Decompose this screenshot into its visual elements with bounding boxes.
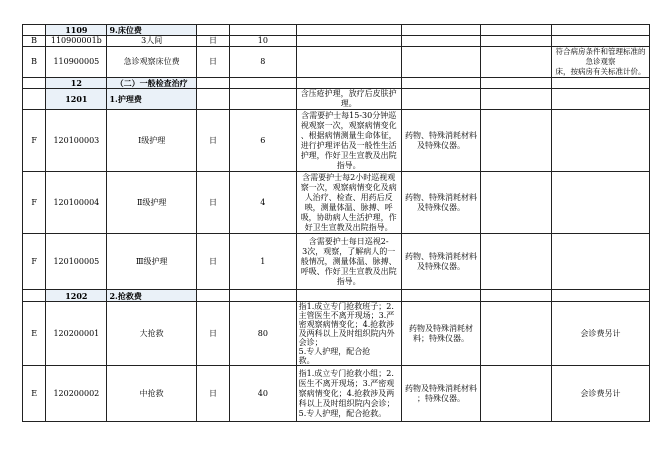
- except-cell: 药物、特殊消耗材料 及特殊仪器。: [401, 172, 481, 234]
- cat-cell: F: [23, 234, 46, 290]
- content-cell: 含需要护士每2小时巡视观 察一次，观察病情变化及病 人治疗、检查、用药后反 映，测量体温、脉搏、呼 吸，协助病人生活护理，作 好卫生宣教及出院指导。: [296, 172, 401, 234]
- table-row: [23, 47, 650, 78]
- price-cell: 80: [230, 302, 297, 366]
- content-cell: 含压疮护理，放疗后皮肤护 理。: [296, 89, 401, 110]
- table-row: [23, 78, 650, 89]
- content-cell: 含需要护士每15-30分钟巡 视观察一次，观察病情变化 、根据病情测量生命体征， 进行护理评估及一般性生活 护理，作好卫生宣教及出院 指导。: [296, 110, 401, 172]
- unit-cell: 日: [196, 302, 229, 366]
- code-cell: 1202: [46, 290, 107, 302]
- code-cell: 12: [46, 78, 107, 89]
- table-row: [23, 89, 650, 110]
- except-cell: 药物及特殊消耗材 料；特殊仪器。: [401, 302, 481, 366]
- fee-table: [22, 24, 650, 422]
- name-cell: 3人间: [107, 36, 196, 47]
- code-cell: 110900005: [46, 47, 107, 78]
- price-cell: 10: [230, 36, 297, 47]
- except-cell: 药物、特殊消耗材料 及特殊仪器。: [401, 110, 481, 172]
- name-cell: Ⅱ级护理: [107, 172, 196, 234]
- note-cell: [552, 172, 650, 234]
- price-cell: 6: [230, 110, 297, 172]
- content-cell: [296, 36, 401, 47]
- price-cell: 4: [230, 172, 297, 234]
- section-title: （二）一般检查治疗: [107, 78, 196, 89]
- unit-cell: 日: [196, 36, 229, 47]
- name-cell: 中抢救: [107, 366, 196, 422]
- except-cell: 药物及特殊消耗材料 ；特殊仪器。: [401, 366, 481, 422]
- name-cell: Ⅰ级护理: [107, 110, 196, 172]
- name-cell: 1.护理费: [107, 89, 196, 110]
- table-row: [23, 290, 650, 302]
- name-cell: 急诊观察床位费: [107, 47, 196, 78]
- cat-cell: F: [23, 172, 46, 234]
- table-row: [23, 302, 650, 366]
- unit-cell: 日: [196, 110, 229, 172]
- code-cell: 1201: [46, 89, 107, 110]
- content-cell: 指1.成立专门抢救班子；2. 主管医生不离开现场；3.严 密观察病情变化；4.抢救涉 及两科以上及时组织院内外 会诊； 5.专人护理，配合抢 救。: [296, 302, 401, 366]
- except-cell: 药物、特殊消耗材料 及特殊仪器。: [401, 234, 481, 290]
- price-cell: 40: [230, 366, 297, 422]
- note-cell: [552, 36, 650, 47]
- table-row: [23, 234, 650, 290]
- table-row: [23, 366, 650, 422]
- price-cell: 1: [230, 234, 297, 290]
- cat-cell: F: [23, 110, 46, 172]
- code-cell: 120200002: [46, 366, 107, 422]
- cat-cell: B: [23, 36, 46, 47]
- note-cell: [552, 234, 650, 290]
- content-cell: 指1.成立专门抢救小组；2. 医生不离开现场；3.严密观 察病情变化；4.抢救涉及两 科以上及时组织院内会诊； 5.专人护理，配合抢救。: [296, 366, 401, 422]
- table-row: [23, 25, 650, 36]
- unit-cell: 日: [196, 47, 229, 78]
- content-cell: 含需要护士每日巡视2- 3次，观察，了解病人的一 般情况，测量体温、脉搏、 呼吸、作好卫生宣教及出院 指导。: [296, 234, 401, 290]
- table-row: [23, 172, 650, 234]
- note-cell: [552, 110, 650, 172]
- code-cell: 120100003: [46, 110, 107, 172]
- content-cell: [296, 47, 401, 78]
- code-cell: 120200001: [46, 302, 107, 366]
- cat-cell: B: [23, 47, 46, 78]
- cat-cell: E: [23, 302, 46, 366]
- note-cell: 会诊费另计: [552, 302, 650, 366]
- cat-cell: E: [23, 366, 46, 422]
- table-row: [23, 36, 650, 47]
- table-row: [23, 110, 650, 172]
- note-cell: 会诊费另计: [552, 366, 650, 422]
- name-cell: 大抢救: [107, 302, 196, 366]
- unit-cell: 日: [196, 234, 229, 290]
- code-cell: 1109: [46, 25, 107, 36]
- note-cell: 符合病房条件和管理标准的急诊观察 床，按病房有关标准计价。: [552, 47, 650, 78]
- name-cell: 9.床位费: [107, 25, 196, 36]
- except-cell: [401, 36, 481, 47]
- code-cell: 110900001b: [46, 36, 107, 47]
- except-cell: [401, 47, 481, 78]
- code-cell: 120100004: [46, 172, 107, 234]
- code-cell: 120100005: [46, 234, 107, 290]
- name-cell: 2.抢救费: [107, 290, 196, 302]
- unit-cell: 日: [196, 172, 229, 234]
- cat-cell: [23, 25, 46, 36]
- name-cell: Ⅲ级护理: [107, 234, 196, 290]
- unit-cell: 日: [196, 366, 229, 422]
- price-cell: 8: [230, 47, 297, 78]
